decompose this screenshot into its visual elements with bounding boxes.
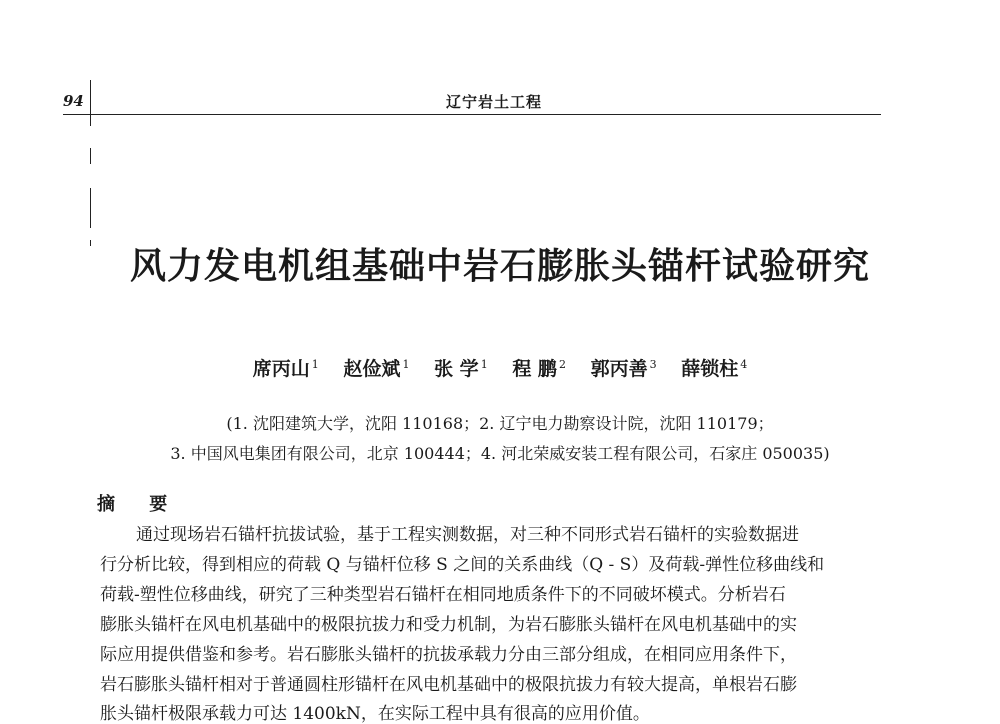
abstract-line: 荷载-塑性位移曲线，研究了三种类型岩石锚杆在相同地质条件下的不同破坏模式。分析岩石 [100, 585, 786, 605]
author: 席丙山 $^1$ [252, 357, 319, 380]
abstract-line: 通过现场岩石锚杆抗拔试验，基于工程实测数据，对三种不同形式岩石锚杆的实验数据进 [136, 525, 799, 545]
abstract-line: 岩石膨胀头锚杆相对于普通圆柱形锚杆在风电机基础中的极限抗拔力有较大提高，单根岩石膨 [100, 675, 797, 695]
author: 程 鹏 $^2$ [512, 357, 566, 380]
author: 张 学 $^1$ [434, 357, 488, 380]
paper-title: 风力发电机组基础中岩石膨胀头锚杆试验研究 [129, 245, 870, 287]
author: 赵俭斌 $^1$ [343, 357, 410, 380]
header-rule [63, 114, 881, 115]
margin-line-mid [90, 148, 91, 164]
abstract-line: 行分析比较，得到相应的荷载 Q 与锚杆位移 S 之间的关系曲线（Q - S）及荷载-弹性位移曲线和 [100, 555, 825, 575]
abstract-heading: 摘 要 [97, 494, 182, 515]
affiliation-line-2: 3. 中国风电集团有限公司，北京 100444；4. 河北荣威安装工程有限公司，石家庄 050035) [170, 444, 830, 463]
abstract-line: 膨胀头锚杆在风电机基础中的极限抗拔力和受力机制，为岩石膨胀头锚杆在风电机基础中的实 [100, 615, 797, 635]
journal-name: 辽宁岩土工程 [446, 93, 543, 111]
author-list [0, 354, 1000, 381]
margin-line-top [90, 80, 91, 126]
affiliation-line-1: (1. 沈阳建筑大学，沈阳 110168；2. 辽宁电力勘察设计院，沈阳 110179； [226, 414, 774, 433]
abstract-line: 胀头锚杆极限承载力可达 1400kN，在实际工程中具有很高的应用价值。 [100, 704, 650, 724]
author: 郭丙善 $^3$ [590, 357, 657, 380]
margin-line-lower [90, 188, 91, 228]
author: 薛锁柱 $^4$ [681, 357, 748, 380]
abstract-line: 际应用提供借鉴和参考。岩石膨胀头锚杆的抗拔承载力分由三部分组成，在相同应用条件下， [100, 645, 797, 665]
page-number: 94 [63, 92, 84, 110]
